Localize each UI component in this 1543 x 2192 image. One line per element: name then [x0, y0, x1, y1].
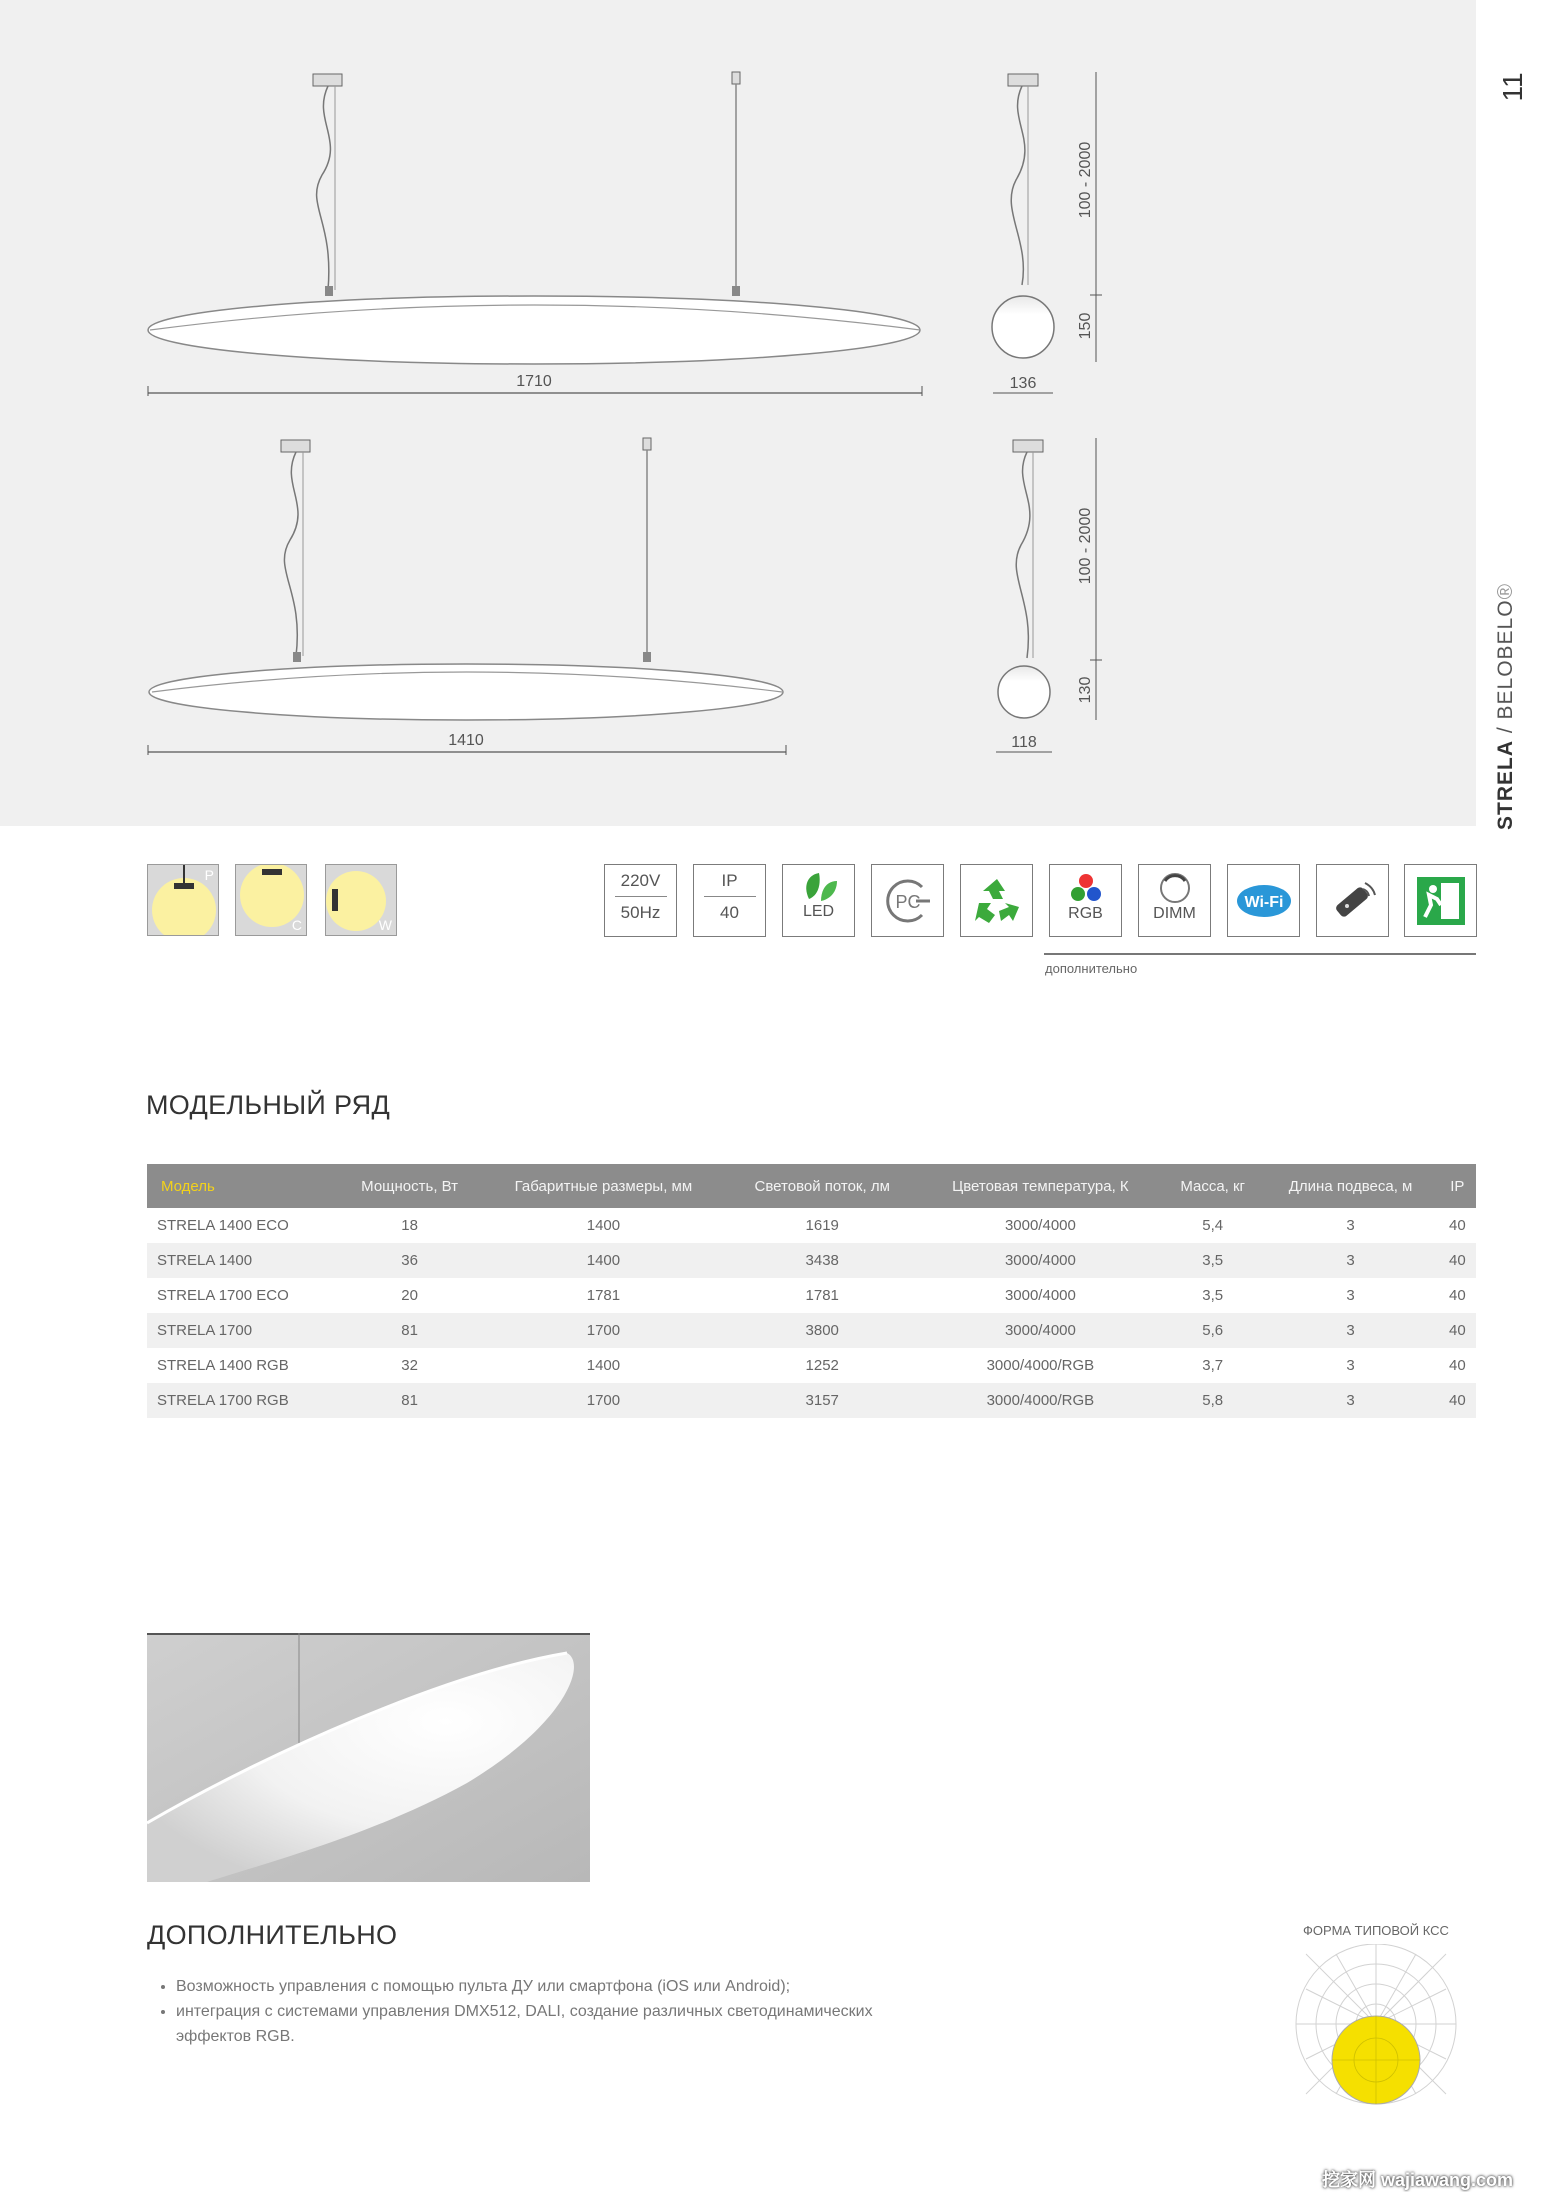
- table-row: STRELA 1700 RGB 81 1700 3157 3000/4000/RGB 5,8 3 40: [147, 1383, 1476, 1418]
- technical-drawing-panel: [0, 0, 1476, 826]
- luminaire-1700-side-view: [992, 72, 1102, 393]
- luminaire-1700-front-view: [148, 72, 922, 396]
- list-item: • интеграция с системами управления DMX512, DALI, создание различных светодинамических эффектов RGB.: [176, 1999, 936, 2049]
- column-header: Мощность, Вт: [339, 1164, 480, 1208]
- table-row: STRELA 1400 ECO 18 1400 1619 3000/4000 5,4 3 40: [147, 1208, 1476, 1243]
- spec-extra-note: дополнительно: [1045, 961, 1138, 976]
- column-header: Световой поток, лм: [727, 1164, 918, 1208]
- table-row: STRELA 1700 81 1700 3800 3000/4000 5,6 3 40: [147, 1313, 1476, 1348]
- column-header: Масса, кг: [1163, 1164, 1263, 1208]
- model-range-title: МОДЕЛЬНЫЙ РЯД: [146, 1090, 391, 1120]
- dim-1700-width: 1710: [516, 373, 552, 390]
- led-icon: LED: [782, 864, 855, 937]
- dim-1400-cable: 100 - 2000: [1077, 507, 1094, 585]
- list-item: • Возможность управления с помощью пульта ДУ или смартфона (iOS или Android);: [176, 1974, 936, 1999]
- ip-rating-icon: IP 40: [693, 864, 766, 937]
- extras-list: [150, 1974, 936, 2049]
- page-number: 11: [1497, 72, 1528, 102]
- table-row: STRELA 1400 RGB 32 1400 1252 3000/4000/RGB 3,7 3 40: [147, 1348, 1476, 1383]
- dim-1700-side: 136: [1009, 375, 1037, 392]
- wall-mount-icon: W: [325, 864, 397, 936]
- product-photo: [147, 1633, 590, 1882]
- table-row: STRELA 1400 36 1400 3438 3000/4000 3,5 3 40: [147, 1243, 1476, 1278]
- column-header: Модель: [147, 1164, 339, 1208]
- dim-1400-height: 130: [1077, 676, 1094, 704]
- kss-title: ФОРМА ТИПОВОЙ КСС: [1303, 1923, 1449, 1938]
- dimension-drawing: [0, 0, 1476, 826]
- column-header: IP: [1439, 1164, 1476, 1208]
- wifi-icon: [1227, 864, 1300, 937]
- remote-control-icon: [1316, 864, 1389, 937]
- luminaire-1400-front-view: [148, 438, 786, 755]
- dim-1700-height: 150: [1077, 312, 1094, 340]
- model-range-table: [147, 1164, 1476, 1418]
- svg-text:Wi-Fi: Wi-Fi: [1244, 894, 1283, 911]
- brand-name: STRELA: [1494, 740, 1517, 830]
- column-header: Цветовая температура, К: [918, 1164, 1163, 1208]
- dimmable-icon: DIMM: [1138, 864, 1211, 937]
- svg-text:PC: PC: [894, 892, 921, 912]
- spec-divider: [1044, 953, 1476, 955]
- side-brand-label: STRELA / BELOBELO®: [1494, 582, 1517, 830]
- dim-1400-side: 118: [1011, 734, 1037, 751]
- watermark: 挖家网 wajiawang.com: [1322, 2170, 1514, 2190]
- pendant-mount-icon: P: [147, 864, 219, 936]
- manufacturer-name: BELOBELO: [1494, 599, 1517, 720]
- extras-title: ДОПОЛНИТЕЛЬНО: [147, 1920, 398, 1950]
- dim-1400-width: 1410: [448, 732, 484, 749]
- column-header: Длина подвеса, м: [1263, 1164, 1439, 1208]
- light-distribution-diagram: [1276, 1944, 1476, 2124]
- rgb-icon: RGB: [1049, 864, 1122, 937]
- recycle-icon: [960, 864, 1033, 937]
- emergency-exit-icon: [1404, 864, 1477, 937]
- certification-pct-icon: [871, 864, 944, 937]
- ceiling-mount-icon: C: [235, 864, 307, 936]
- table-header-row: [147, 1164, 1476, 1208]
- dim-1700-cable: 100 - 2000: [1077, 141, 1094, 219]
- column-header: Габаритные размеры, мм: [480, 1164, 726, 1208]
- table-row: STRELA 1700 ECO 20 1781 1781 3000/4000 3,5 3 40: [147, 1278, 1476, 1313]
- voltage-icon: 220V 50Hz: [604, 864, 677, 937]
- luminaire-1400-side-view: [996, 438, 1102, 752]
